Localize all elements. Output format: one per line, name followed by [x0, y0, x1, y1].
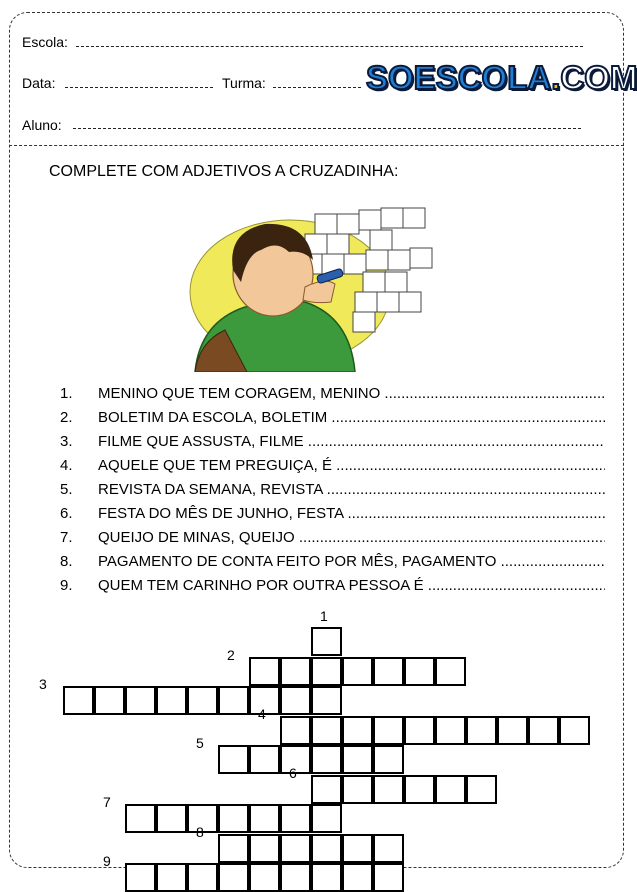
- crossword-cell[interactable]: [559, 716, 590, 745]
- crossword-cell[interactable]: [249, 657, 280, 686]
- crossword-cell[interactable]: [94, 686, 125, 715]
- crossword-cell[interactable]: [249, 745, 280, 774]
- clue-number-8: 8: [196, 823, 204, 840]
- clue-list: [60, 382, 605, 598]
- crossword-cell[interactable]: [342, 716, 373, 745]
- crossword-cell[interactable]: [218, 745, 249, 774]
- crossword-cell[interactable]: [280, 804, 311, 833]
- class-field[interactable]: [273, 87, 361, 88]
- crossword-cell[interactable]: [218, 804, 249, 833]
- crossword-cell[interactable]: [342, 745, 373, 774]
- soescola-logo: SOESCOLA.COM: [366, 59, 637, 96]
- crossword-cell[interactable]: [435, 775, 466, 804]
- clue-number-3: 3: [39, 676, 47, 692]
- class-label: Turma:: [222, 75, 266, 91]
- clue-item: 2. BOLETIM DA ESCOLA, BOLETIM .....: [60, 406, 605, 430]
- clue-item: 5. REVISTA DA SEMANA, REVISTA .....: [60, 478, 605, 502]
- crossword-cell[interactable]: [342, 834, 373, 863]
- crossword-cell[interactable]: [187, 863, 218, 892]
- student-label: Aluno:: [22, 117, 62, 133]
- crossword-cell[interactable]: [156, 863, 187, 892]
- school-label: Escola:: [22, 34, 68, 50]
- header-divider: [9, 145, 624, 146]
- crossword-cell[interactable]: [280, 657, 311, 686]
- crossword-cell[interactable]: [311, 834, 342, 863]
- clue-item: 1. MENINO QUE TEM CORAGEM, MENINO .....: [60, 382, 605, 406]
- crossword-cell[interactable]: [280, 834, 311, 863]
- crossword-cell[interactable]: [497, 716, 528, 745]
- boy-doing-crossword-illustration: [185, 192, 435, 372]
- date-label: Data:: [22, 75, 56, 91]
- clue-number-2: 2: [227, 646, 235, 663]
- crossword-cell[interactable]: [466, 716, 497, 745]
- crossword-cell[interactable]: [218, 686, 249, 715]
- clue-number-1: 1: [320, 608, 328, 624]
- crossword-cell[interactable]: [311, 657, 342, 686]
- student-field[interactable]: [73, 128, 581, 129]
- crossword-cell[interactable]: [342, 657, 373, 686]
- clue-number-4: 4: [258, 705, 266, 722]
- crossword-cell[interactable]: [249, 804, 280, 833]
- crossword-cell[interactable]: [156, 804, 187, 833]
- crossword-cell[interactable]: [435, 716, 466, 745]
- crossword-cell[interactable]: [311, 745, 342, 774]
- crossword-cell[interactable]: [373, 834, 404, 863]
- clue-item: 9. QUEM TEM CARINHO POR OUTRA PESSOA É .....: [60, 574, 605, 598]
- crossword-cell[interactable]: [373, 863, 404, 892]
- crossword-cell[interactable]: [311, 804, 342, 833]
- clue-number-7: 7: [103, 794, 111, 810]
- crossword-cell[interactable]: [280, 716, 311, 745]
- crossword-cell[interactable]: [373, 745, 404, 774]
- crossword-cell[interactable]: [218, 863, 249, 892]
- crossword-cell[interactable]: [342, 863, 373, 892]
- crossword-cell[interactable]: [311, 775, 342, 804]
- crossword-cell[interactable]: [342, 775, 373, 804]
- crossword-cell[interactable]: [404, 657, 435, 686]
- clue-item: 6. FESTA DO MÊS DE JUNHO, FESTA .....: [60, 502, 605, 526]
- crossword-cell[interactable]: [125, 863, 156, 892]
- crossword-cell[interactable]: [187, 686, 218, 715]
- crossword-cell[interactable]: [311, 863, 342, 892]
- crossword-cell[interactable]: [311, 686, 342, 715]
- crossword-cell[interactable]: [249, 863, 280, 892]
- date-field[interactable]: [65, 87, 213, 88]
- crossword-cell[interactable]: [373, 716, 404, 745]
- clue-item: 8. PAGAMENTO DE CONTA FEITO POR MÊS, PAGAMENTO .....: [60, 550, 605, 574]
- instructions-heading: COMPLETE COM ADJETIVOS A CRUZADINHA:: [49, 163, 399, 180]
- crossword-cell[interactable]: [125, 804, 156, 833]
- crossword-cell[interactable]: [373, 775, 404, 804]
- clue-number-9: 9: [103, 853, 111, 869]
- crossword-cell[interactable]: [311, 627, 342, 656]
- crossword-cell[interactable]: [125, 686, 156, 715]
- crossword-cell[interactable]: [156, 686, 187, 715]
- crossword-cell[interactable]: [435, 657, 466, 686]
- crossword-cell[interactable]: [311, 716, 342, 745]
- crossword-cell[interactable]: [63, 686, 94, 715]
- crossword-cell[interactable]: [249, 834, 280, 863]
- crossword-cell[interactable]: [528, 716, 559, 745]
- crossword-cell[interactable]: [466, 775, 497, 804]
- school-field[interactable]: [76, 46, 583, 47]
- clue-item: 7. QUEIJO DE MINAS, QUEIJO .....: [60, 526, 605, 550]
- crossword-cell[interactable]: [404, 775, 435, 804]
- crossword-cell[interactable]: [280, 686, 311, 715]
- crossword-cell[interactable]: [373, 657, 404, 686]
- clue-number-6: 6: [289, 764, 297, 781]
- crossword-cell[interactable]: [280, 863, 311, 892]
- crossword-cell[interactable]: [404, 716, 435, 745]
- clue-item: 4. AQUELE QUE TEM PREGUIÇA, É .....: [60, 454, 605, 478]
- clue-item: 3. FILME QUE ASSUSTA, FILME .....: [60, 430, 605, 454]
- crossword-cell[interactable]: [218, 834, 249, 863]
- clue-number-5: 5: [196, 735, 204, 751]
